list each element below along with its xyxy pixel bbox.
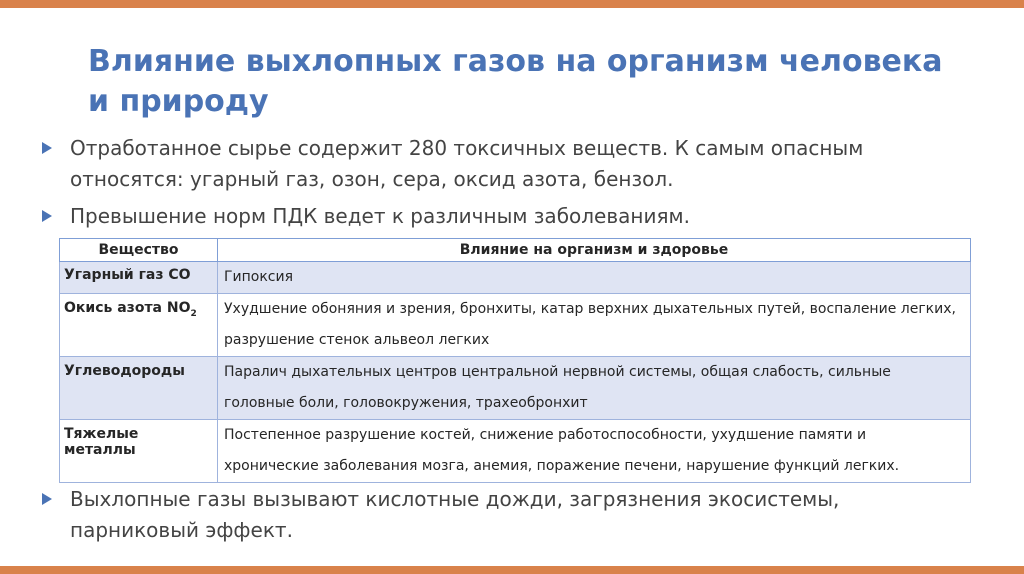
substance-name: Углеводороды bbox=[64, 363, 185, 379]
effect-cell: Паралич дыхательных центров центральной нервной системы, общая слабость, сильные головные боли, головокружения, трахеобронхит bbox=[218, 357, 971, 420]
slide-title: Влияние выхлопных газов на организм человека и природу bbox=[88, 44, 943, 119]
top-accent-bar bbox=[0, 0, 1024, 8]
table-row bbox=[60, 420, 971, 483]
bullet-item bbox=[42, 201, 962, 232]
bullet-text: Выхлопные газы вызывают кислотные дожди, загрязнения экосистемы, парниковый эффект. bbox=[70, 487, 840, 542]
substance-cell bbox=[60, 420, 218, 483]
bullet-item bbox=[42, 133, 962, 195]
substance-name: Тяжелые металлы bbox=[64, 426, 139, 458]
triangle-right-icon bbox=[42, 142, 52, 154]
effect-cell: Постепенное разрушение костей, снижение работоспособности, ухудшение памяти и хронические заболевания мозга, анемия, поражение печени, нарушение функций легких. bbox=[218, 420, 971, 483]
substance-cell bbox=[60, 262, 218, 294]
header-effect: Влияние на организм и здоровье bbox=[218, 239, 971, 262]
triangle-right-icon bbox=[42, 493, 52, 505]
triangle-right-icon bbox=[42, 210, 52, 222]
substance-name: Угарный газ СО bbox=[64, 267, 191, 283]
bottom-accent-bar bbox=[0, 566, 1024, 574]
substances-table bbox=[59, 238, 971, 483]
table-row bbox=[60, 357, 971, 420]
header-substance: Вещество bbox=[60, 239, 218, 262]
bullet-item bbox=[42, 484, 962, 546]
substance-name: Окись азота NO bbox=[64, 300, 191, 316]
effect-cell: Ухудшение обоняния и зрения, бронхиты, катар верхних дыхательных путей, воспаление легких, разрушение стенок альвеол легких bbox=[218, 294, 971, 357]
table-row bbox=[60, 294, 971, 357]
substance-cell bbox=[60, 294, 218, 357]
table-row bbox=[60, 262, 971, 294]
substance-cell bbox=[60, 357, 218, 420]
bullet-text: Превышение норм ПДК ведет к различным заболеваниям. bbox=[70, 204, 690, 228]
bullet-text: Отработанное сырье содержит 280 токсичных веществ. К самым опасным относятся: угарный газ, озон, сера, оксид азота, бензол. bbox=[70, 136, 864, 191]
effect-cell: Гипоксия bbox=[218, 262, 971, 294]
table-header-row bbox=[60, 239, 971, 262]
substance-subscript: 2 bbox=[190, 308, 197, 319]
